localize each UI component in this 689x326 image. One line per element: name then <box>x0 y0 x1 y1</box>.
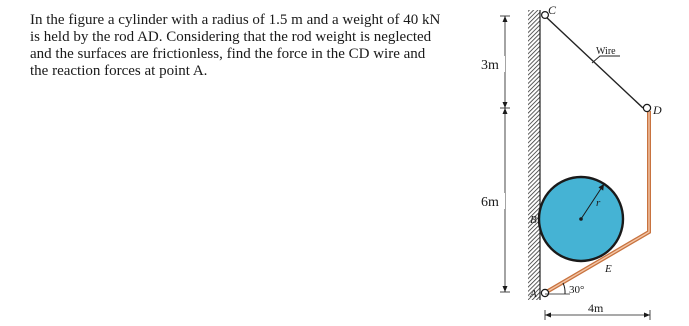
point-c-label: C <box>548 3 557 17</box>
wire-cd <box>545 16 643 108</box>
angle-label: 30° <box>569 284 585 296</box>
dim-3m-label: 3m <box>481 58 499 73</box>
point-a-label: A <box>530 288 537 300</box>
wire-label: Wire <box>596 46 616 57</box>
dim-4m-label: 4m <box>588 301 604 315</box>
point-d-label: D <box>653 103 662 117</box>
wire-label-leader <box>592 56 620 63</box>
angle-arc <box>563 283 565 294</box>
problem-line-2: is held by the rod AD. Considering that the rod weight is neglected <box>30 29 432 45</box>
problem-line-4: the reaction forces at point A. <box>30 63 208 79</box>
dim-6m-label: 6m <box>481 195 499 210</box>
pin-d <box>643 104 650 111</box>
dim-harrow-right <box>644 313 650 318</box>
radius-label: r <box>596 197 601 209</box>
wall-hatching <box>528 10 540 300</box>
dim-arrow-mid-down <box>503 108 508 114</box>
problem-line-1: In the figure a cylinder with a radius of 1.5 m and a weight of 40 kN <box>30 12 441 28</box>
dim-arrow-mid-up <box>503 102 508 108</box>
dim-arrow-bottom <box>503 286 508 292</box>
cylinder-center <box>579 217 583 221</box>
point-e-label: E <box>605 263 612 275</box>
dim-harrow-left <box>545 313 551 318</box>
problem-line-3: and the surfaces are frictionless, find the force in the CD wire and <box>30 46 426 62</box>
pin-a <box>541 289 548 296</box>
point-b-label: B <box>530 214 537 226</box>
dim-arrow-top <box>503 16 508 22</box>
